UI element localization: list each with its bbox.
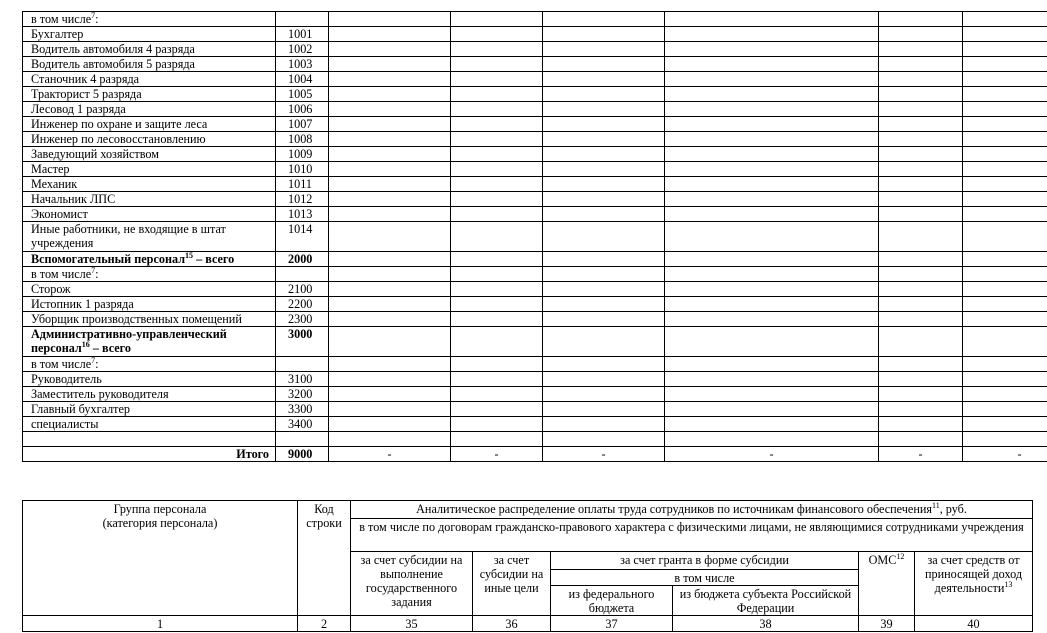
value-cell — [451, 27, 543, 42]
value-cell — [879, 27, 963, 42]
row-code: 3300 — [276, 402, 329, 417]
value-cell — [543, 357, 665, 372]
value-cell — [665, 57, 879, 72]
value-cell — [329, 312, 451, 327]
row-label: Бухгалтер — [23, 27, 276, 42]
row-label: Сторож — [23, 282, 276, 297]
value-cell — [963, 42, 1047, 57]
row-label: Заместитель руководителя — [23, 387, 276, 402]
table-row — [23, 102, 1047, 117]
table-row — [23, 387, 1047, 402]
column-number: 35 — [351, 616, 473, 632]
value-cell — [543, 162, 665, 177]
value-cell — [963, 87, 1047, 102]
row-label: Водитель автомобиля 5 разряда — [23, 57, 276, 72]
value-cell — [543, 147, 665, 162]
row-label: Иные работники, не входящие в штат учреждения — [23, 222, 276, 252]
value-cell — [879, 42, 963, 57]
value-cell — [451, 402, 543, 417]
value-cell — [329, 57, 451, 72]
value-cell — [329, 387, 451, 402]
table-row — [23, 87, 1047, 102]
value-cell — [879, 147, 963, 162]
value-cell — [665, 117, 879, 132]
value-cell — [963, 117, 1047, 132]
value-cell — [329, 117, 451, 132]
row-label: Инженер по охране и защите леса — [23, 117, 276, 132]
value-cell — [963, 192, 1047, 207]
value-cell — [963, 402, 1047, 417]
row-label: Водитель автомобиля 4 разряда — [23, 42, 276, 57]
value-cell — [879, 387, 963, 402]
value-cell — [451, 147, 543, 162]
grant-subheader — [551, 570, 859, 616]
column-number-row — [23, 616, 1033, 632]
value-cell — [879, 192, 963, 207]
row-label: Инженер по лесовосстановлению — [23, 132, 276, 147]
value-cell — [543, 402, 665, 417]
value-cell — [543, 207, 665, 222]
row-label: в том числе$^7$: — [23, 357, 276, 372]
value-cell — [329, 207, 451, 222]
value-cell — [963, 387, 1047, 402]
value-cell — [963, 327, 1047, 357]
row-code: 1011 — [276, 177, 329, 192]
column-number: 36 — [473, 616, 551, 632]
row-label: специалисты — [23, 417, 276, 432]
row-label: Заведующий хозяйством — [23, 147, 276, 162]
row-code: 2100 — [276, 282, 329, 297]
value-cell — [879, 57, 963, 72]
row-label: Экономист — [23, 207, 276, 222]
value-cell — [879, 297, 963, 312]
grant-header: за счет гранта в форме субсидии — [551, 552, 859, 570]
value-cell — [963, 207, 1047, 222]
value-cell — [543, 432, 665, 447]
row-label: Механик — [23, 177, 276, 192]
row-label: Тракторист 5 разряда — [23, 87, 276, 102]
row-label: Лесовод 1 разряда — [23, 102, 276, 117]
value-cell — [451, 252, 543, 267]
gph-header: в том числе по договорам гражданско-правового характера с физическими лицами, не являющимися сотрудниками учреждения — [351, 519, 1033, 552]
row-code: 3100 — [276, 372, 329, 387]
column-number: 40 — [915, 616, 1033, 632]
value-cell — [963, 57, 1047, 72]
value-cell — [451, 327, 543, 357]
value-cell — [879, 12, 963, 27]
row-code: 2000 — [276, 252, 329, 267]
row-code — [276, 12, 329, 27]
value-cell — [451, 57, 543, 72]
value-cell — [543, 72, 665, 87]
table-row — [23, 312, 1047, 327]
row-label — [23, 432, 276, 447]
value-cell — [963, 417, 1047, 432]
table-row — [23, 192, 1047, 207]
table-row — [23, 297, 1047, 312]
value-cell — [879, 357, 963, 372]
value-cell — [543, 387, 665, 402]
table-row — [23, 147, 1047, 162]
value-cell — [543, 87, 665, 102]
value-cell — [665, 252, 879, 267]
column-number: 38 — [673, 616, 859, 632]
value-cell — [665, 267, 879, 282]
value-cell — [451, 267, 543, 282]
table-row — [23, 402, 1047, 417]
total-value: - — [451, 447, 543, 462]
value-cell — [329, 177, 451, 192]
row-label: Мастер — [23, 162, 276, 177]
value-cell — [451, 102, 543, 117]
analytic-header-table — [22, 500, 1033, 632]
table-row — [23, 207, 1047, 222]
value-cell — [665, 72, 879, 87]
total-value: - — [963, 447, 1047, 462]
value-cell — [543, 372, 665, 387]
value-cell — [451, 12, 543, 27]
value-cell — [329, 432, 451, 447]
value-cell — [329, 132, 451, 147]
value-cell — [665, 42, 879, 57]
value-cell — [963, 12, 1047, 27]
value-cell — [329, 87, 451, 102]
value-cell — [963, 267, 1047, 282]
value-cell — [879, 102, 963, 117]
row-code: 3400 — [276, 417, 329, 432]
value-cell — [879, 282, 963, 297]
value-cell — [963, 297, 1047, 312]
value-cell — [879, 207, 963, 222]
value-cell — [451, 72, 543, 87]
value-cell — [879, 222, 963, 252]
value-cell — [963, 252, 1047, 267]
value-cell — [543, 12, 665, 27]
row-label: Станочник 4 разряда — [23, 72, 276, 87]
value-cell — [329, 147, 451, 162]
value-cell — [451, 297, 543, 312]
row-code: 1008 — [276, 132, 329, 147]
value-cell — [543, 222, 665, 252]
value-cell — [329, 402, 451, 417]
value-cell — [543, 27, 665, 42]
value-cell — [879, 177, 963, 192]
value-cell — [879, 162, 963, 177]
column-number: 39 — [859, 616, 915, 632]
grant-incl-label: в том числе — [551, 570, 858, 586]
value-cell — [543, 267, 665, 282]
table-row — [23, 162, 1047, 177]
row-label: Вспомогательный персонал$^{15}$ – всего — [23, 252, 276, 267]
table-row — [23, 117, 1047, 132]
value-cell — [451, 177, 543, 192]
value-cell — [329, 102, 451, 117]
row-code: 1005 — [276, 87, 329, 102]
value-cell — [665, 297, 879, 312]
row-code: 1006 — [276, 102, 329, 117]
row-code: 1003 — [276, 57, 329, 72]
value-cell — [665, 132, 879, 147]
value-cell — [543, 117, 665, 132]
value-cell — [543, 252, 665, 267]
table-row — [23, 222, 1047, 252]
column-number: 1 — [23, 616, 298, 632]
value-cell — [543, 57, 665, 72]
value-cell — [329, 162, 451, 177]
total-code: 9000 — [276, 447, 329, 462]
value-cell — [451, 372, 543, 387]
row-label: Истопник 1 разряда — [23, 297, 276, 312]
row-label: в том числе$^7$: — [23, 267, 276, 282]
value-cell — [665, 27, 879, 42]
value-cell — [451, 132, 543, 147]
value-cell — [879, 432, 963, 447]
value-cell — [665, 177, 879, 192]
value-cell — [879, 327, 963, 357]
value-cell — [329, 27, 451, 42]
value-cell — [451, 222, 543, 252]
value-cell — [879, 87, 963, 102]
table-row — [23, 372, 1047, 387]
value-cell — [665, 12, 879, 27]
value-cell — [329, 267, 451, 282]
value-cell — [329, 192, 451, 207]
row-code: 1001 — [276, 27, 329, 42]
value-cell — [879, 417, 963, 432]
row-code: 3200 — [276, 387, 329, 402]
value-cell — [665, 372, 879, 387]
value-cell — [543, 177, 665, 192]
staff-table — [22, 11, 1047, 462]
value-cell — [451, 192, 543, 207]
value-cell — [665, 222, 879, 252]
value-cell — [329, 372, 451, 387]
table-row — [23, 42, 1047, 57]
value-cell — [665, 87, 879, 102]
value-cell — [879, 132, 963, 147]
value-cell — [543, 417, 665, 432]
value-cell — [329, 357, 451, 372]
row-code — [276, 357, 329, 372]
row-code: 1009 — [276, 147, 329, 162]
row-code: 3000 — [276, 327, 329, 357]
value-cell — [451, 432, 543, 447]
value-cell — [543, 42, 665, 57]
value-cell — [451, 417, 543, 432]
value-cell — [665, 282, 879, 297]
value-cell — [543, 297, 665, 312]
table-row — [23, 132, 1047, 147]
income-header: за счет средств от приносящей доход деятельности$^{13}$ — [915, 552, 1033, 616]
total-value: - — [329, 447, 451, 462]
row-code: 1013 — [276, 207, 329, 222]
value-cell — [963, 132, 1047, 147]
value-cell — [451, 357, 543, 372]
grant-regional-header: из бюджета субъекта Российской Федерации — [679, 587, 852, 615]
value-cell — [329, 12, 451, 27]
row-label: Уборщик производственных помещений — [23, 312, 276, 327]
row-code: 1007 — [276, 117, 329, 132]
value-cell — [451, 387, 543, 402]
table-row — [23, 12, 1047, 27]
total-value: - — [665, 447, 879, 462]
total-row — [23, 447, 1047, 462]
value-cell — [963, 357, 1047, 372]
subsidy-other-header: за счет субсидии на иные цели — [473, 552, 551, 616]
value-cell — [329, 327, 451, 357]
value-cell — [451, 207, 543, 222]
value-cell — [329, 72, 451, 87]
table-row — [23, 282, 1047, 297]
table-row — [23, 177, 1047, 192]
row-code: 1010 — [276, 162, 329, 177]
value-cell — [963, 177, 1047, 192]
value-cell — [963, 372, 1047, 387]
row-code: 2300 — [276, 312, 329, 327]
value-cell — [329, 282, 451, 297]
row-code — [276, 432, 329, 447]
value-cell — [329, 222, 451, 252]
row-code: 2200 — [276, 297, 329, 312]
table-row — [23, 357, 1047, 372]
row-label: в том числе$^7$: — [23, 12, 276, 27]
col-code-header: Код строки — [298, 501, 351, 616]
value-cell — [879, 72, 963, 87]
column-number: 37 — [551, 616, 673, 632]
value-cell — [543, 132, 665, 147]
table-row — [23, 57, 1047, 72]
table-row — [23, 267, 1047, 282]
value-cell — [665, 312, 879, 327]
row-code — [276, 267, 329, 282]
value-cell — [963, 282, 1047, 297]
value-cell — [665, 102, 879, 117]
value-cell — [451, 312, 543, 327]
table-row — [23, 327, 1047, 357]
value-cell — [879, 267, 963, 282]
value-cell — [665, 207, 879, 222]
value-cell — [665, 387, 879, 402]
value-cell — [665, 327, 879, 357]
table-row — [23, 72, 1047, 87]
value-cell — [543, 312, 665, 327]
row-code: 1004 — [276, 72, 329, 87]
column-number: 2 — [298, 616, 351, 632]
value-cell — [879, 402, 963, 417]
oms-header: ОМС$^{12}$ — [859, 552, 915, 616]
grant-federal-header: из федерального бюджета — [551, 586, 673, 615]
analytic-header: Аналитическое распределение оплаты труда сотрудников по источникам финансового обеспечения$^{11}$, руб. — [351, 501, 1033, 519]
value-cell — [665, 162, 879, 177]
value-cell — [879, 117, 963, 132]
row-label: Руководитель — [23, 372, 276, 387]
value-cell — [451, 42, 543, 57]
value-cell — [963, 432, 1047, 447]
value-cell — [451, 87, 543, 102]
value-cell — [665, 417, 879, 432]
total-value: - — [543, 447, 665, 462]
value-cell — [543, 192, 665, 207]
total-label: Итого — [23, 447, 276, 462]
value-cell — [451, 282, 543, 297]
col-group-header: Группа персонала (категория персонала) — [23, 501, 298, 616]
subsidy-task-header: за счет субсидии на выполнение государственного задания — [351, 552, 473, 616]
table-row — [23, 252, 1047, 267]
value-cell — [963, 162, 1047, 177]
value-cell — [329, 252, 451, 267]
table-row — [23, 27, 1047, 42]
row-code: 1012 — [276, 192, 329, 207]
value-cell — [665, 432, 879, 447]
value-cell — [329, 42, 451, 57]
value-cell — [879, 252, 963, 267]
value-cell — [451, 117, 543, 132]
value-cell — [879, 372, 963, 387]
value-cell — [329, 297, 451, 312]
table-row — [23, 432, 1047, 447]
value-cell — [451, 162, 543, 177]
value-cell — [963, 27, 1047, 42]
row-code: 1002 — [276, 42, 329, 57]
value-cell — [963, 222, 1047, 252]
value-cell — [665, 402, 879, 417]
row-code: 1014 — [276, 222, 329, 252]
row-label: Начальник ЛПС — [23, 192, 276, 207]
row-label: Главный бухгалтер — [23, 402, 276, 417]
value-cell — [665, 192, 879, 207]
total-value: - — [879, 447, 963, 462]
value-cell — [543, 282, 665, 297]
value-cell — [879, 312, 963, 327]
value-cell — [543, 327, 665, 357]
value-cell — [543, 102, 665, 117]
value-cell — [665, 147, 879, 162]
value-cell — [963, 102, 1047, 117]
value-cell — [963, 72, 1047, 87]
value-cell — [329, 417, 451, 432]
table-row — [23, 417, 1047, 432]
value-cell — [665, 357, 879, 372]
value-cell — [963, 312, 1047, 327]
value-cell — [963, 147, 1047, 162]
row-label: Административно-управленческий персонал$^{16}$ – всего — [23, 327, 276, 357]
